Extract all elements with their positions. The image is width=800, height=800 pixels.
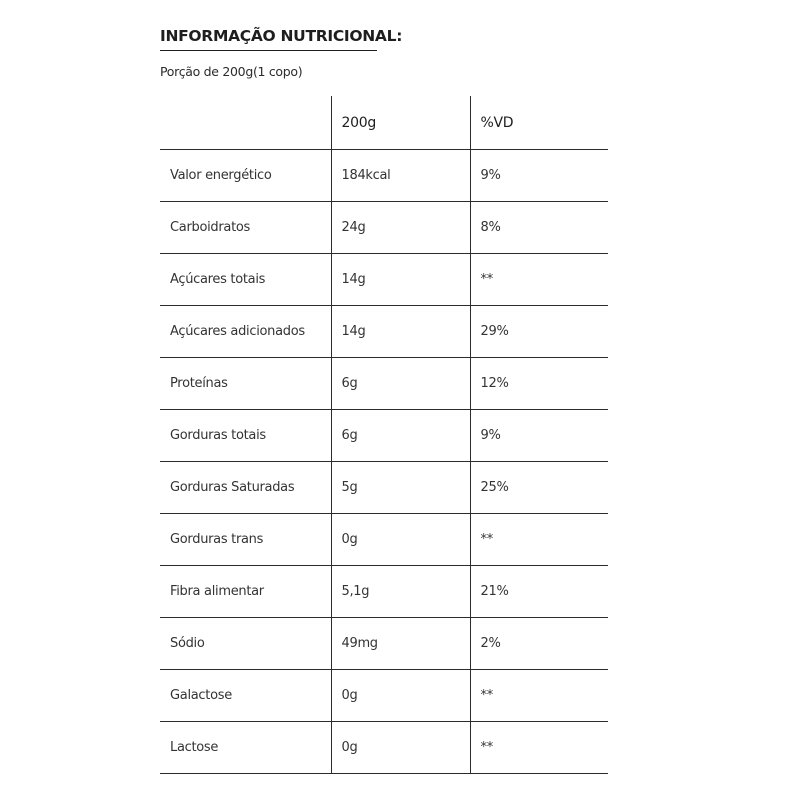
table-row (160, 618, 608, 670)
nutrient-name: Sódio (160, 618, 331, 670)
table-row (160, 670, 608, 722)
nutrient-name: Fibra alimentar (160, 566, 331, 618)
nutrient-daily-value: 9% (470, 150, 608, 202)
nutrient-daily-value: 21% (470, 566, 608, 618)
table-row (160, 306, 608, 358)
nutrient-daily-value: ** (470, 670, 608, 722)
nutrient-amount: 49mg (331, 618, 470, 670)
nutrient-name: Lactose (160, 722, 331, 774)
nutrient-amount: 5,1g (331, 566, 470, 618)
nutrient-name: Açúcares totais (160, 254, 331, 306)
table-row (160, 202, 608, 254)
nutrient-amount: 5g (331, 462, 470, 514)
nutrient-amount: 184kcal (331, 150, 470, 202)
nutrition-table-body (160, 150, 608, 774)
table-row (160, 150, 608, 202)
nutrient-amount: 24g (331, 202, 470, 254)
nutrient-daily-value: 8% (470, 202, 608, 254)
nutrient-name: Açúcares adicionados (160, 306, 331, 358)
header-daily-value: %VD (470, 96, 608, 150)
nutrient-amount: 6g (331, 410, 470, 462)
nutrient-daily-value: 2% (470, 618, 608, 670)
table-row (160, 410, 608, 462)
nutrient-name: Carboidratos (160, 202, 331, 254)
header-row (160, 96, 608, 150)
nutrient-name: Galactose (160, 670, 331, 722)
nutrition-table (160, 96, 608, 774)
nutrient-daily-value: 12% (470, 358, 608, 410)
nutrient-daily-value: ** (470, 254, 608, 306)
header-amount: 200g (331, 96, 470, 150)
nutrient-amount: 0g (331, 670, 470, 722)
nutrient-name: Gorduras trans (160, 514, 331, 566)
nutrient-amount: 6g (331, 358, 470, 410)
header-nutrient (160, 96, 331, 150)
portion-size: Porção de 200g(1 copo) (160, 64, 303, 79)
nutrient-daily-value: 9% (470, 410, 608, 462)
table-row (160, 722, 608, 774)
nutrient-daily-value: ** (470, 722, 608, 774)
nutrient-name: Proteínas (160, 358, 331, 410)
page-title: INFORMAÇÃO NUTRICIONAL: (160, 27, 403, 45)
nutrient-amount: 0g (331, 514, 470, 566)
nutrient-name: Gorduras totais (160, 410, 331, 462)
nutrient-daily-value: 25% (470, 462, 608, 514)
nutrition-table-header (160, 96, 608, 150)
nutrient-daily-value: ** (470, 514, 608, 566)
table-row (160, 566, 608, 618)
nutrient-amount: 0g (331, 722, 470, 774)
title-underline (160, 50, 377, 51)
table-row (160, 462, 608, 514)
table-row (160, 514, 608, 566)
nutrient-amount: 14g (331, 306, 470, 358)
nutrient-daily-value: 29% (470, 306, 608, 358)
nutrient-name: Gorduras Saturadas (160, 462, 331, 514)
table-row (160, 358, 608, 410)
nutrient-name: Valor energético (160, 150, 331, 202)
table-row (160, 254, 608, 306)
nutrient-amount: 14g (331, 254, 470, 306)
